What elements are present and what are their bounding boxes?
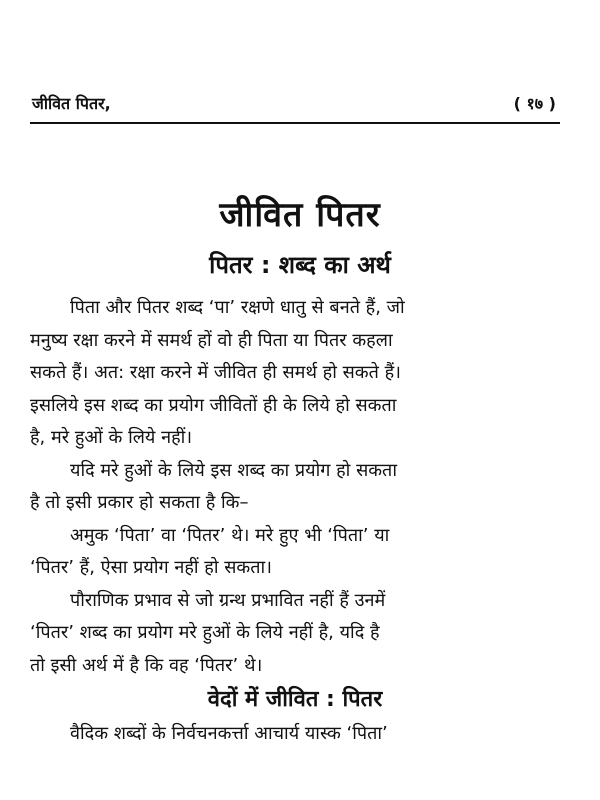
text-line: है, मरे हुओं के लिये नहीं।	[30, 427, 193, 448]
paragraph-1	[30, 292, 560, 455]
text-line: है तो इसी प्रकार हो सकता है कि–	[30, 492, 249, 513]
running-header-title: जीवित पितर,	[32, 94, 111, 113]
paragraph-2	[30, 455, 560, 520]
paragraph-3	[30, 520, 560, 585]
page-number: ( १७ )	[513, 94, 556, 113]
text-line: यदि मरे हुओं के लिये इस शब्द का प्रयोग हो सकता	[70, 459, 397, 481]
running-header	[32, 88, 556, 118]
text-line: ‘पितर’ शब्द का प्रयोग मरे हुओं के लिये नहीं है, यदि है	[30, 622, 380, 643]
text-line: मनुष्य रक्षा करने में समर्थ हों वो ही पिता या पितर कहला	[30, 329, 393, 351]
text-line: पौराणिक प्रभाव से जो ग्रन्थ प्रभावित नहीं हैं उनमें	[70, 589, 386, 611]
paragraph-5	[30, 718, 560, 751]
text-line: सकते हैं। अत: रक्षा करने में जीवित ही समर्थ हो सकते हैं।	[30, 362, 401, 383]
text-line: पिता और पितर शब्द ‘पा’ रक्षणे धातु से बनते हैं, जो	[70, 297, 405, 318]
body-text	[30, 292, 560, 751]
text-line: तो इसी अर्थ में है कि वह ‘पितर’ थे।	[30, 654, 263, 676]
section-heading: वेदों में जीवित : पितर	[207, 687, 383, 712]
text-line: इसलिये इस शब्द का प्रयोग जीवितों ही के लिये हो सकता	[30, 394, 397, 416]
text-line: ‘पितर’ हैं, ऐसा प्रयोग नहीं हो सकता।	[30, 557, 272, 578]
section-subtitle: पितर : शब्द का अर्थ	[209, 251, 391, 279]
text-line: वैदिक शब्दों के निर्वचनकर्त्ता आचार्य यास्क ‘पिता’	[70, 723, 388, 744]
text-line: अमुक ‘पिता’ वा ‘पितर’ थे। मरे हुए भी ‘पिता’ या	[70, 524, 390, 546]
header-rule	[30, 122, 560, 124]
chapter-title: जीवित पितर	[219, 195, 381, 235]
paragraph-4	[30, 585, 560, 683]
